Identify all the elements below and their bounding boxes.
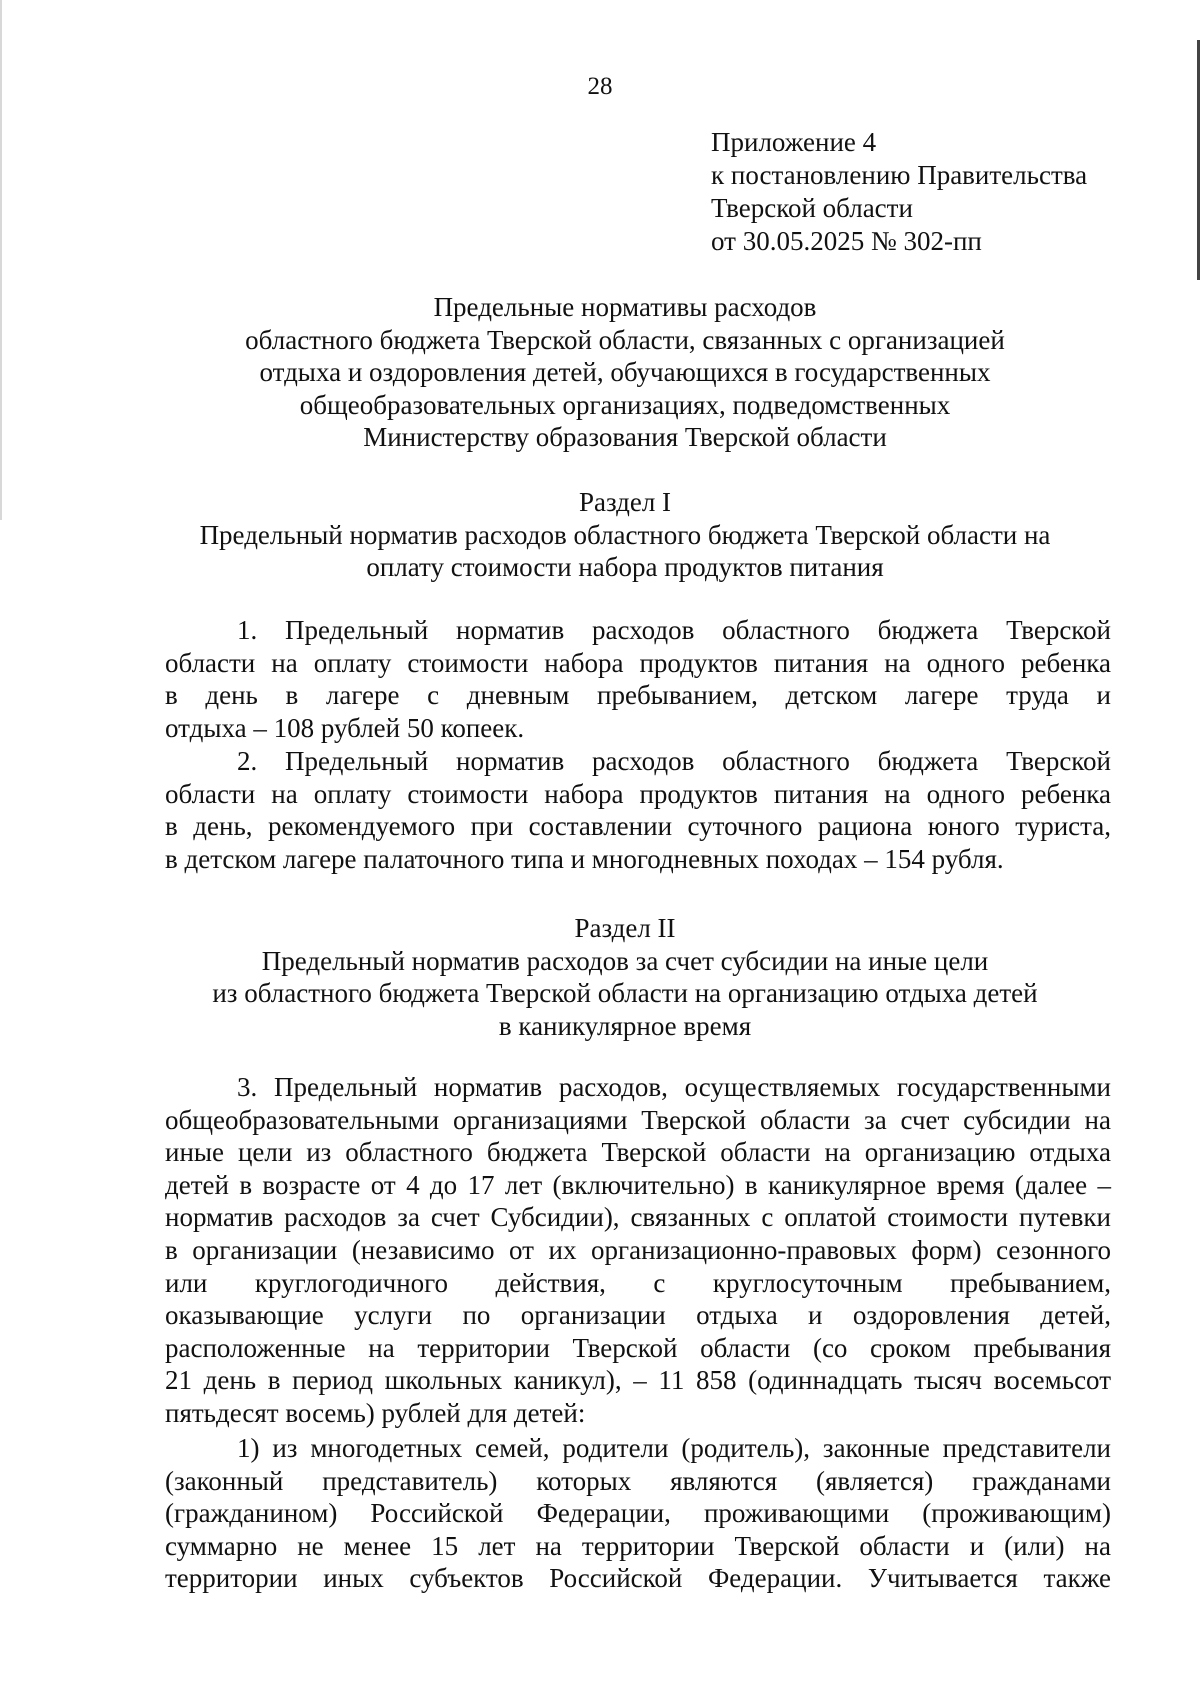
paragraph-4 — [165, 1432, 1111, 1595]
paragraph-line: в организации (независимо от их организационно-правовых форм) сезонного — [165, 1234, 1111, 1265]
paragraph-line: (гражданином) Российской Федерации, проживающими (проживающим) — [165, 1498, 1111, 1529]
paragraph-line: отдыха – 108 рублей 50 копеек. — [165, 712, 525, 743]
title-line: общеобразовательных организациях, подведомственных — [299, 389, 951, 420]
paragraph-2 — [165, 745, 1111, 875]
page-number: 28 — [587, 73, 613, 100]
annex-line: Тверской области — [711, 193, 913, 223]
title-line: отдыха и оздоровления детей, обучающихся в государственных — [259, 357, 991, 387]
paragraph-line: 2. Предельный норматив расходов областного бюджета Тверской — [237, 746, 1111, 776]
paragraph-line: пятьдесят восемь) рублей для детей: — [165, 1397, 586, 1428]
annex-block — [711, 126, 1087, 258]
paragraph-line: норматив расходов за счет Субсидии), связанных с оплатой стоимости путевки — [165, 1202, 1111, 1233]
paragraph-line: иные цели из областного бюджета Тверской области на организацию отдыха — [165, 1137, 1111, 1168]
paragraph-line: области на оплату стоимости набора продуктов питания на одного ребенка — [165, 647, 1111, 678]
paragraph-line: оказывающие услуги по организации отдыха и оздоровления детей, — [165, 1300, 1111, 1331]
section-subtitle-line: в каникулярное время — [498, 1010, 752, 1041]
paragraph-line: общеобразовательными организациями Тверской области за счет субсидии на — [165, 1104, 1111, 1135]
paragraph-line: (законный представитель) которых являются (является) гражданами — [165, 1465, 1111, 1496]
title-line: областного бюджета Тверской области, связанных с организацией — [245, 324, 1005, 355]
paragraph-1 — [165, 614, 1111, 744]
annex-line: Приложение 4 — [711, 127, 877, 157]
annex-line: от 30.05.2025 № 302-пп — [711, 226, 982, 256]
section-2-header — [150, 912, 1100, 1042]
paragraph-line: в день в лагере с дневным пребыванием, детском лагере труда и — [165, 680, 1111, 711]
paragraph-line: в день, рекомендуемого при составлении суточного рациона юного туриста, — [165, 811, 1111, 842]
paragraph-line: суммарно не менее 15 лет на территории Тверской области и (или) на — [165, 1530, 1111, 1561]
paragraph-line: в детском лагере палаточного типа и многодневных походах – 154 рубля. — [165, 843, 1004, 874]
section-subtitle-line: Предельный норматив расходов за счет субсидии на иные цели — [261, 945, 989, 976]
title-line: Министерству образования Тверской области — [363, 422, 887, 452]
paragraph-line: или круглогодичного действия, с круглосуточным пребыванием, — [165, 1267, 1111, 1298]
section-subtitle-line: из областного бюджета Тверской области на организацию отдыха детей — [212, 978, 1038, 1008]
paragraph-line: 1) из многодетных семей, родители (родитель), законные представители — [237, 1433, 1111, 1463]
paragraph-line: области на оплату стоимости набора продуктов питания на одного ребенка — [165, 778, 1111, 809]
section-subtitle-line: оплату стоимости набора продуктов питания — [366, 552, 884, 582]
paragraph-line: 1. Предельный норматив расходов областного бюджета Тверской — [237, 615, 1111, 645]
document-title — [150, 291, 1100, 454]
section-1-header — [150, 486, 1100, 584]
section-heading: Раздел II — [574, 913, 676, 943]
section-subtitle-line: Предельный норматив расходов областного бюджета Тверской области на — [199, 519, 1051, 550]
paragraph-line: расположенные на территории Тверской области (со сроком пребывания — [165, 1332, 1111, 1363]
section-heading: Раздел I — [578, 487, 672, 517]
annex-line: к постановлению Правительства — [711, 160, 1088, 190]
paragraph-line: территории иных субъектов Российской Федерации. Учитывается также — [165, 1563, 1111, 1594]
paragraph-3 — [165, 1071, 1111, 1430]
title-line: Предельные нормативы расходов — [433, 292, 817, 322]
paragraph-line: 3. Предельный норматив расходов, осуществляемых государственными — [237, 1072, 1111, 1102]
paragraph-line: детей в возрасте от 4 до 17 лет (включительно) в каникулярное время (далее – — [165, 1169, 1111, 1200]
paragraph-line: 21 день в период школьных каникул), – 11 858 (одиннадцать тысяч восемьсот — [165, 1365, 1111, 1396]
